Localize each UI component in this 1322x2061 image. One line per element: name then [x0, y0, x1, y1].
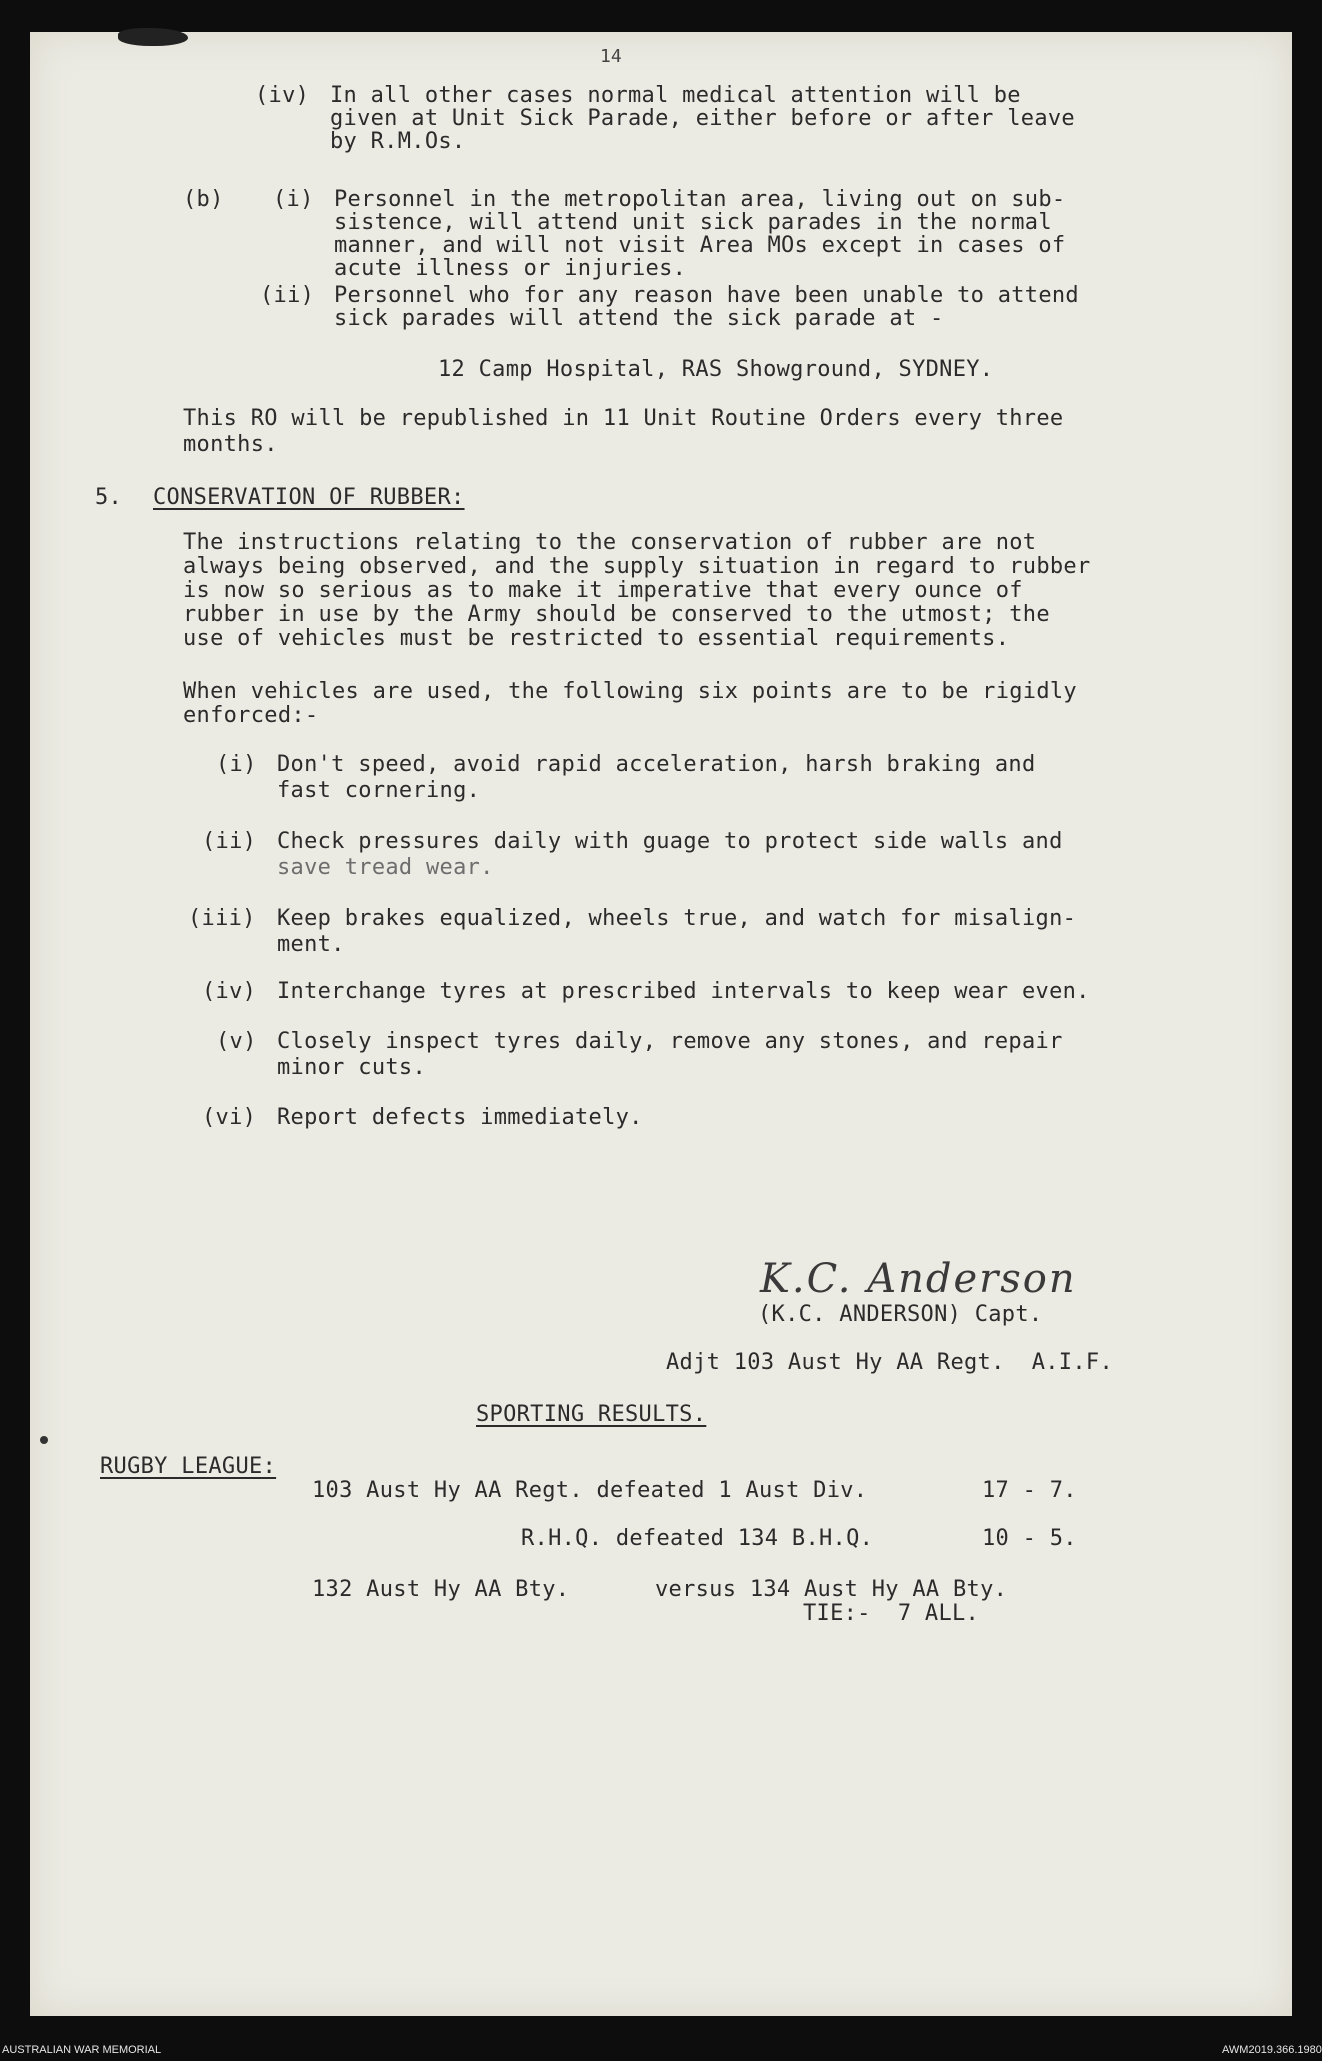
- hospital-address: 12 Camp Hospital, RAS Showground, SYDNEY.: [438, 357, 994, 382]
- tape-mark: [118, 28, 188, 46]
- footer-credit: AUSTRALIAN WAR MEMORIAL: [2, 2044, 162, 2056]
- item-b-i-line4: acute illness or injuries.: [334, 256, 687, 281]
- sporting-results-heading: SPORTING RESULTS.: [476, 1402, 707, 1427]
- rubber-intro-line3: is now so serious as to make it imperative that every ounce of: [183, 578, 1023, 603]
- item-b-i-line2: sistence, will attend unit sick parades in the normal: [334, 210, 1052, 235]
- point-ii-line1: Check pressures daily with guage to protect side walls and: [277, 829, 1063, 854]
- handwritten-signature: [760, 1256, 1077, 1302]
- point-iii-label: (iii): [188, 906, 256, 931]
- six-points-line1: When vehicles are used, the following six points are to be rigidly: [183, 679, 1077, 704]
- item-iv-line3: by R.M.Os.: [330, 129, 466, 154]
- result-2-match: R.H.Q. defeated 134 B.H.Q.: [521, 1526, 874, 1551]
- signatory-title: Adjt 103 Aust Hy AA Regt. A.I.F.: [666, 1350, 1113, 1375]
- point-v-line1: Closely inspect tyres daily, remove any stones, and repair: [277, 1029, 1063, 1054]
- result-3-score: TIE:- 7 ALL.: [803, 1601, 980, 1626]
- item-b-ii-line2: sick parades will attend the sick parade at -: [334, 306, 944, 331]
- republish-line2: months.: [183, 432, 278, 457]
- page-number: 14: [600, 46, 622, 67]
- result-1-score: 17 - 7.: [982, 1478, 1077, 1503]
- footer-accession: AWM2019.366.1980: [1222, 2044, 1322, 2056]
- signatory-name: (K.C. ANDERSON) Capt.: [758, 1302, 1043, 1327]
- result-1-match: 103 Aust Hy AA Regt. defeated 1 Aust Div.: [312, 1478, 868, 1503]
- rubber-intro-line2: always being observed, and the supply situation in regard to rubber: [183, 554, 1091, 579]
- point-iv-line1: Interchange tyres at prescribed intervals to keep wear even.: [277, 979, 1090, 1004]
- point-ii-line2: save tread wear.: [277, 855, 494, 880]
- rugby-league-heading: RUGBY LEAGUE:: [100, 1454, 277, 1479]
- item-b-i-label: (i): [273, 187, 314, 212]
- republish-line1: This RO will be republished in 11 Unit Routine Orders every three: [183, 406, 1064, 431]
- point-i-line2: fast cornering.: [277, 778, 481, 803]
- para-5-number: 5.: [95, 485, 123, 510]
- point-v-label: (v): [216, 1029, 257, 1054]
- point-i-line1: Don't speed, avoid rapid acceleration, harsh braking and: [277, 752, 1036, 777]
- item-iv-line1: In all other cases normal medical attention will be: [330, 83, 1021, 108]
- para-5-heading: CONSERVATION OF RUBBER:: [153, 485, 465, 510]
- point-i-label: (i): [216, 752, 257, 777]
- item-b-i-line1: Personnel in the metropolitan area, living out on sub-: [334, 187, 1066, 212]
- result-3-versus: versus 134 Aust Hy AA Bty.: [655, 1577, 1008, 1602]
- result-2-score: 10 - 5.: [982, 1526, 1077, 1551]
- item-b-ii-label: (ii): [260, 283, 315, 308]
- point-ii-label: (ii): [202, 829, 257, 854]
- result-3-team: 132 Aust Hy AA Bty.: [312, 1577, 570, 1602]
- signature-text: K.C. Anderson: [760, 1256, 1077, 1302]
- point-vi-label: (vi): [202, 1105, 257, 1130]
- point-v-line2: minor cuts.: [277, 1055, 426, 1080]
- rubber-intro-line1: The instructions relating to the conservation of rubber are not: [183, 530, 1037, 555]
- rubber-intro-line5: use of vehicles must be restricted to essential requirements.: [183, 626, 1010, 651]
- point-vi-line1: Report defects immediately.: [277, 1105, 643, 1130]
- item-b-label: (b): [183, 187, 224, 212]
- item-b-i-line3: manner, and will not visit Area MOs except in cases of: [334, 233, 1066, 258]
- punch-hole: [40, 1436, 48, 1444]
- point-iii-line1: Keep brakes equalized, wheels true, and watch for misalign-: [277, 906, 1077, 931]
- item-iv-line2: given at Unit Sick Parade, either before or after leave: [330, 106, 1075, 131]
- six-points-line2: enforced:-: [183, 703, 319, 728]
- item-iv-label: (iv): [255, 83, 310, 108]
- point-iii-line2: ment.: [277, 932, 345, 957]
- rubber-intro-line4: rubber in use by the Army should be conserved to the utmost; the: [183, 602, 1050, 627]
- item-b-ii-line1: Personnel who for any reason have been unable to attend: [334, 283, 1079, 308]
- point-iv-label: (iv): [202, 979, 257, 1004]
